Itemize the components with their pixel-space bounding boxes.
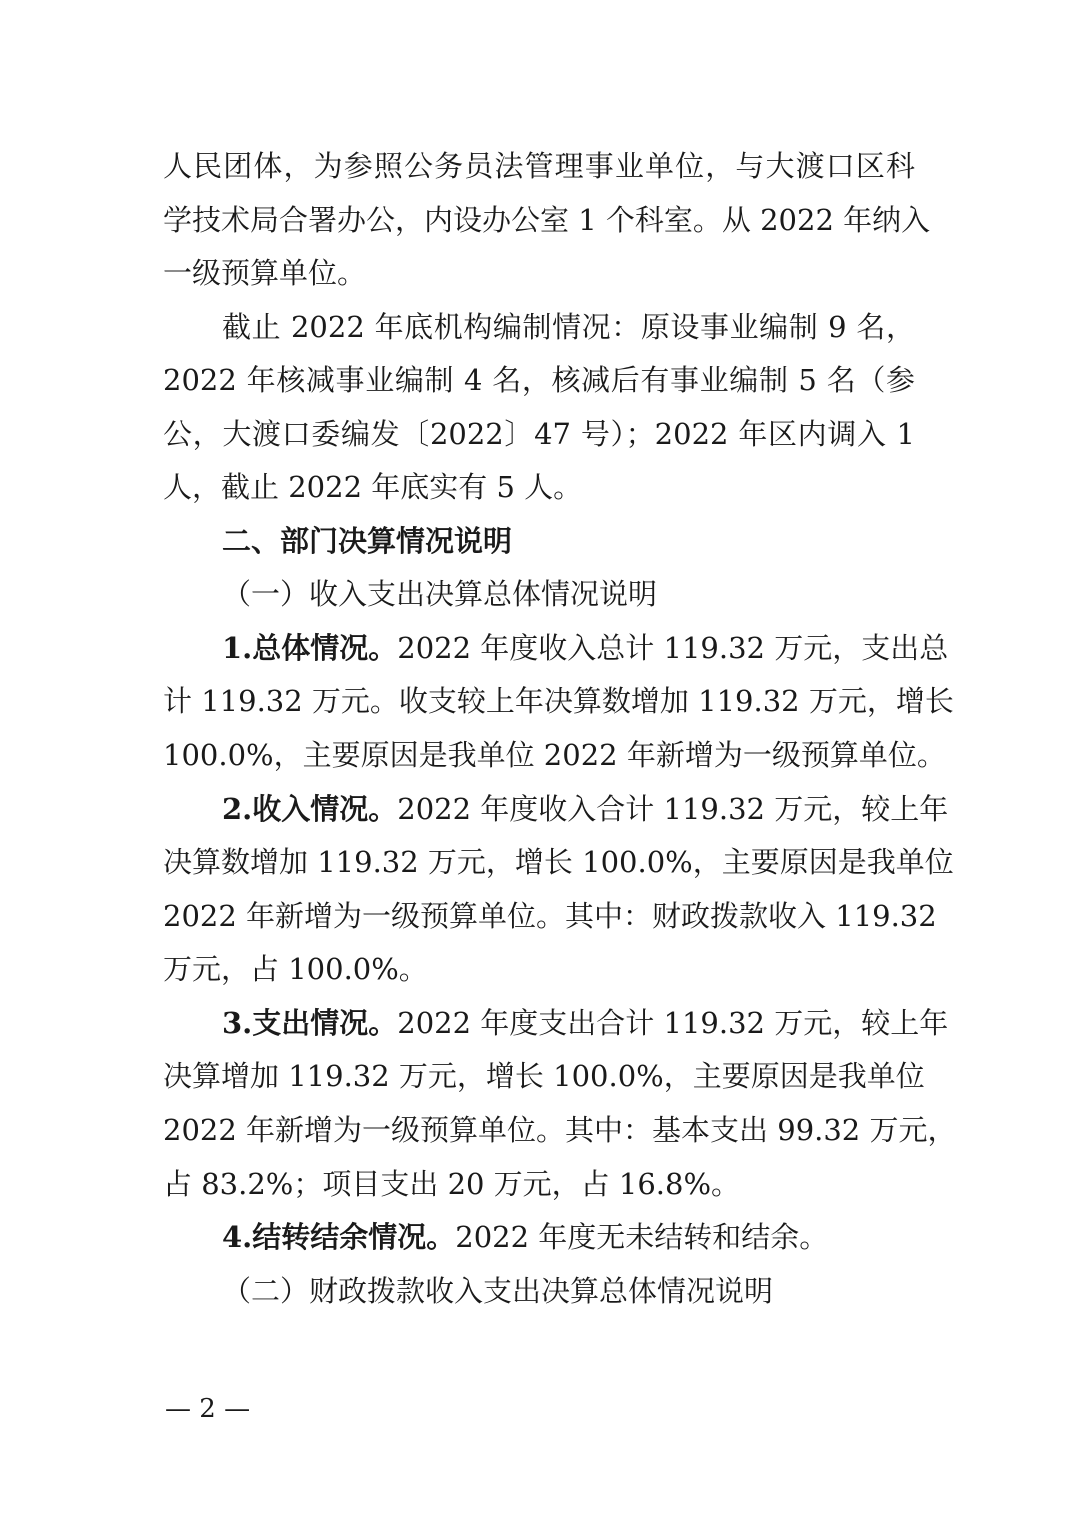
income-text: 2022 年度收入合计 119.32 万元，较上年 — [397, 792, 949, 826]
paragraph-line — [222, 628, 949, 668]
paragraph-line: 2022 年新增为一级预算单位。其中：财政拨款收入 119.32 — [163, 899, 937, 933]
paragraph-line: 截止 2022 年底机构编制情况：原设事业编制 9 名， — [222, 310, 915, 344]
paragraph-line: 决算增加 119.32 万元，增长 100.0%，主要原因是我单位 — [163, 1059, 925, 1093]
carryover-lead: 4.结转结余情况。 — [222, 1220, 456, 1254]
paragraph-line: 占 83.2%；项目支出 20 万元，占 16.8%。 — [163, 1167, 741, 1201]
paragraph-line: 一级预算单位。 — [163, 256, 367, 290]
paragraph-line — [222, 1003, 949, 1043]
paragraph-line: 万元，占 100.0%。 — [163, 952, 428, 986]
paragraph-line: 计 119.32 万元。收支较上年决算数增加 119.32 万元，增长 — [163, 684, 954, 718]
overall-text: 2022 年度收入总计 119.32 万元，支出总 — [397, 631, 949, 665]
subsection-heading: （二）财政拨款收入支出决算总体情况说明 — [222, 1274, 774, 1308]
overall-lead: 1.总体情况。 — [222, 631, 398, 665]
page-number: — 2 — — [165, 1394, 251, 1424]
paragraph-line: 2022 年新增为一级预算单位。其中：基本支出 99.32 万元， — [163, 1113, 957, 1147]
paragraph-line: 人，截止 2022 年底实有 5 人。 — [163, 470, 583, 504]
expense-text: 2022 年度支出合计 119.32 万元，较上年 — [397, 1006, 949, 1040]
paragraph-line — [222, 1217, 915, 1257]
paragraph-line: 人民团体，为参照公务员法管理事业单位，与大渡口区科 — [163, 149, 915, 183]
paragraph-line: 2022 年核减事业编制 4 名，核减后有事业编制 5 名（参 — [163, 363, 915, 397]
paragraph-line: 公，大渡口委编发〔2022〕47 号）；2022 年区内调入 1 — [163, 417, 915, 451]
paragraph-line — [222, 789, 949, 829]
income-lead: 2.收入情况。 — [222, 792, 398, 826]
paragraph-line: 100.0%，主要原因是我单位 2022 年新增为一级预算单位。 — [163, 738, 946, 772]
paragraph-line: 决算数增加 119.32 万元，增长 100.0%，主要原因是我单位 — [163, 845, 954, 879]
subsection-heading: （一）收入支出决算总体情况说明 — [222, 577, 658, 611]
section-heading: 二、部门决算情况说明 — [222, 524, 513, 558]
carryover-text: 2022 年度无未结转和结余。 — [455, 1220, 829, 1254]
expense-lead: 3.支出情况。 — [222, 1006, 398, 1040]
paragraph-line: 学技术局合署办公，内设办公室 1 个科室。从 2022 年纳入 — [163, 203, 931, 237]
